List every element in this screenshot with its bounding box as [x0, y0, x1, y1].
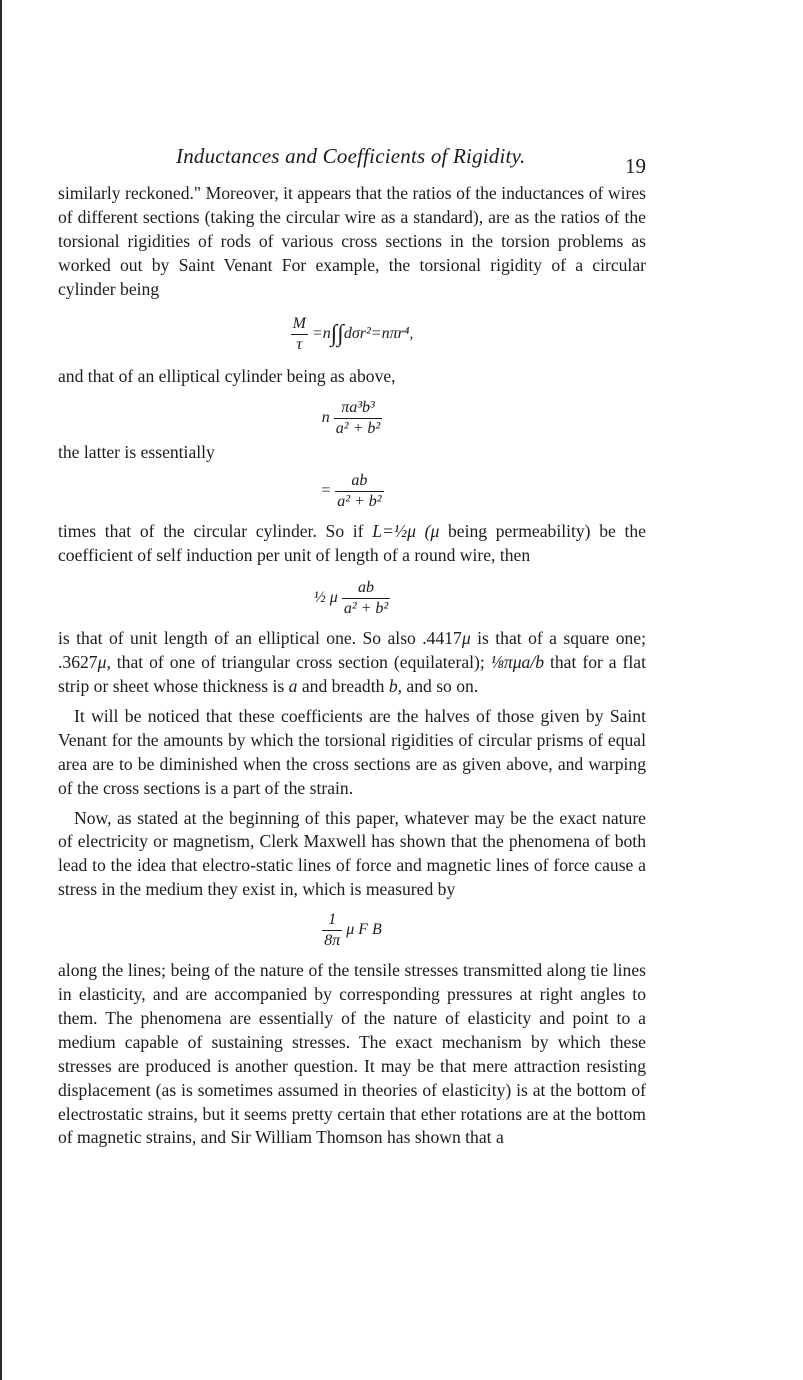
equation-elliptical-rigidity: [58, 398, 646, 439]
paragraph-5-text-e: and breadth: [297, 675, 389, 696]
fraction-m-over-tau: [291, 314, 308, 355]
paragraph-6: It will be noticed that these coefficients are the halves of those given by Saint Venant for the amounts by which the torsional rigidities of circular prisms of equal area are to be diminished when the cross sections are as given above, and warping of the cross sections is a part of the strain.: [58, 705, 646, 798]
paragraph-8: along the lines; being of the nature of the tensile stresses transmitted along tie lines in elasticity, and are accompanied by corresponding pressures at right angles to them. The phenomena are essentially of the nature of elasticity and point to a medium capable of sustaining stresses. The exact mechanism by which these stresses are produced is another question. It may be that mere attraction resisting displacement (as is sometimes assumed in theories of elasticity) is at the bottom of electrostatic strains, but it seems pretty certain that ether rotations are at the bottom of magnetic strains, and Sir William Thomson has shown that a: [58, 960, 646, 1148]
inline-var-b: b: [388, 675, 398, 696]
equation-ratio: [58, 471, 646, 512]
fraction-ratio: [335, 471, 383, 512]
equation-prefix: ½ μ: [313, 589, 338, 607]
inline-math-self-induction: L=½μ (μ: [372, 521, 440, 542]
fraction-denominator: 8π: [324, 932, 341, 950]
page: [58, 140, 646, 1150]
equation-integrand: dσr²=nπr⁴,: [343, 324, 414, 342]
equation-suffix: μ F B: [346, 921, 382, 939]
equation-prefix: =: [320, 482, 332, 500]
paragraph-5-text-c: , that of one of triangular cross section (equilateral);: [106, 652, 491, 673]
fraction-denominator: a² + b²: [337, 493, 382, 511]
fraction-inductance: [342, 578, 390, 619]
fraction-numerator: 1: [322, 910, 342, 931]
fraction-numerator: πa³b³: [334, 398, 382, 419]
paragraph-5-text-f: , and so on.: [397, 675, 479, 696]
equation-elliptical-inductance: [58, 578, 646, 619]
paragraph-4-text-a: times that of the circular cylinder. So if: [58, 521, 373, 542]
fraction-elliptical: [334, 398, 382, 439]
paragraph-5: [58, 627, 646, 699]
paragraph-4: [58, 520, 646, 568]
fraction-denominator: a² + b²: [343, 600, 389, 618]
paragraph-5-text-b: is that of a square one; .3627: [58, 628, 647, 673]
running-head: Inductances and Coefficients of Rigidity.: [176, 144, 526, 168]
double-integral-symbol: ∫∫: [330, 320, 344, 347]
fraction-numerator: ab: [335, 471, 383, 492]
equation-circular-rigidity: [58, 314, 646, 355]
fraction-numerator: M: [291, 314, 308, 335]
inline-mu: μ: [97, 652, 107, 673]
paragraph-4-text-b: being permeability) be the coefficient of self induction per unit of length of a round wire, then: [58, 521, 646, 566]
fraction-one-over-8pi: [322, 910, 342, 951]
fraction-denominator: a² + b²: [335, 420, 381, 438]
paragraph-7: Now, as stated at the beginning of this paper, whatever may be the exact nature of electricity or magnetism, Clerk Maxwell has shown that the phenomena of both lead to the idea that electro-static lines of force and magnetic lines of force cause a stress in the medium they exist in, which is measured by: [58, 807, 646, 900]
fraction-numerator: ab: [342, 578, 390, 599]
paragraph-1: similarly reckoned." Moreover, it appears that the ratios of the inductances of wires of different sections (taking the circular wire as a standard), are as the ratios of the torsional rigidities of rods of various cross sections in the torsion problems as worked out by Saint Venant For example, the torsional rigidity of a circular cylinder being: [58, 183, 646, 299]
inline-math-flat-strip: ⅛πμa/b: [490, 652, 545, 673]
page-header: [58, 140, 646, 182]
inline-var-a: a: [288, 675, 298, 696]
paragraph-5-text-d: that for a flat strip or sheet whose thickness is: [58, 652, 646, 696]
paragraph-3: the latter is essentially: [58, 442, 215, 463]
equation-mid: =n: [311, 324, 331, 342]
paragraph-5-text-a: is that of unit length of an elliptical one. So also .4417: [58, 628, 462, 649]
equation-prefix: n: [321, 409, 330, 427]
scan-edge: [0, 0, 2, 1380]
equation-stress: [58, 910, 646, 951]
page-number: 19: [625, 154, 646, 178]
inline-mu: μ: [461, 628, 471, 649]
fraction-denominator: τ: [296, 335, 303, 353]
paragraph-2: and that of an elliptical cylinder being as above,: [58, 365, 396, 386]
